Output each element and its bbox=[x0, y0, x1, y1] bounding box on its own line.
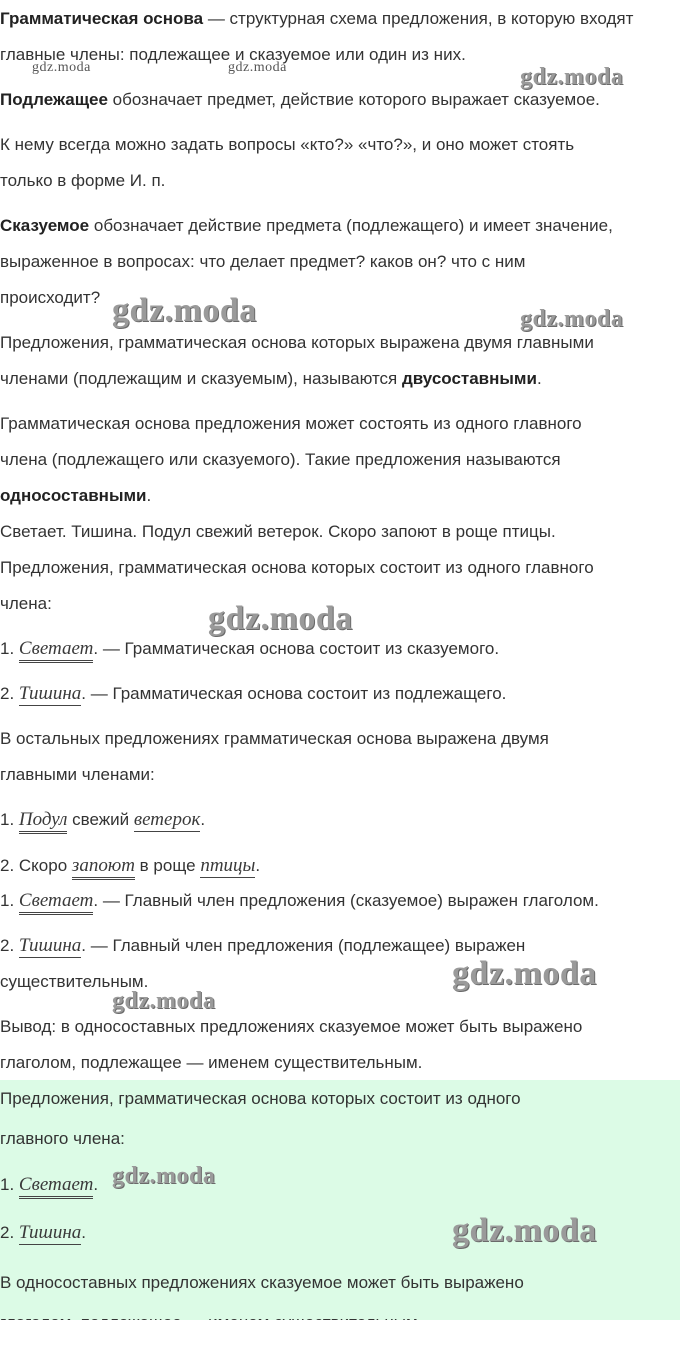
example-sentences: Светает. Тишина. Подул свежий ветерок. Скоро запоют в роще птицы. bbox=[0, 522, 556, 541]
term-subject: Подлежащее bbox=[0, 90, 108, 109]
conclusion: Вывод: в односоставных предложениях сказуемое может быть выражено bbox=[0, 1017, 583, 1036]
watermark: gdz.moda bbox=[452, 1212, 597, 1249]
summary-text: Предложения, грамматическая основа которых состоит из одного bbox=[0, 1089, 521, 1108]
text: . — Грамматическая основа состоит из подлежащего. bbox=[81, 684, 507, 703]
text: членами (подлежащим и сказуемым), называются bbox=[0, 369, 402, 388]
list-number: 1. bbox=[0, 891, 19, 910]
predicate-word: Подул bbox=[19, 809, 68, 834]
predicate-word: запоют bbox=[72, 855, 135, 880]
text: . bbox=[200, 810, 206, 829]
watermark: gdz.moda bbox=[112, 292, 257, 329]
text-line: выраженное в вопросах: что делает предмет? каков он? что с ним bbox=[0, 252, 526, 271]
list-number: 1. bbox=[0, 1175, 19, 1194]
predicate-word: Светает bbox=[19, 890, 93, 915]
list-item bbox=[0, 856, 260, 876]
subject-word: Тишина bbox=[18, 1222, 82, 1243]
predicate-word: Светает bbox=[19, 638, 93, 663]
watermark: gdz.moda bbox=[520, 306, 624, 332]
text: обозначает действие предмета (подлежащего) и имеет значение, bbox=[89, 216, 613, 235]
text: . — Грамматическая основа состоит из сказуемого. bbox=[93, 639, 500, 658]
list-item bbox=[0, 810, 205, 830]
text: в роще bbox=[134, 856, 201, 875]
summary-list-item bbox=[0, 1175, 98, 1195]
text: обозначает предмет, действие которого выражает сказуемое. bbox=[107, 90, 600, 109]
watermark: gdz.moda bbox=[520, 64, 624, 90]
text: . bbox=[536, 369, 542, 388]
text-line bbox=[0, 486, 151, 506]
list-item bbox=[0, 891, 599, 911]
summary-list-item bbox=[0, 1223, 86, 1243]
text-line: только в форме И. п. bbox=[0, 171, 166, 190]
definition-predicate bbox=[0, 216, 613, 236]
text: . bbox=[93, 1175, 99, 1194]
text-line: члена: bbox=[0, 594, 52, 613]
term-one-part: односоставными bbox=[0, 486, 147, 505]
text-line: существительным. bbox=[0, 972, 149, 991]
text: — структурная схема предложения, в которую входят bbox=[203, 9, 634, 28]
text-line bbox=[0, 369, 542, 389]
text-line: Предложения, грамматическая основа которых состоит из одного главного bbox=[0, 558, 594, 577]
term-two-part: двусоставными bbox=[401, 369, 537, 388]
definition-subject bbox=[0, 90, 600, 110]
subject-word: птицы bbox=[200, 855, 256, 876]
watermark: gdz.moda bbox=[208, 600, 353, 637]
summary-text: В односоставных предложениях сказуемое может быть выражено bbox=[0, 1273, 524, 1292]
watermark: gdz.moda bbox=[452, 955, 597, 992]
list-number: 1. bbox=[0, 810, 19, 829]
text-line: главными членами: bbox=[0, 765, 155, 784]
summary-text: главного члена: bbox=[0, 1129, 125, 1148]
list-number: 2. bbox=[0, 1223, 19, 1242]
list-number: 2. Скоро bbox=[0, 856, 72, 875]
list-number: 2. bbox=[0, 684, 19, 703]
text-line: члена (подлежащего или сказуемого). Такие предложения называются bbox=[0, 450, 561, 469]
list-item bbox=[0, 639, 499, 659]
list-item bbox=[0, 936, 525, 956]
subject-word: ветерок bbox=[133, 809, 201, 830]
text-line: В остальных предложениях грамматическая основа выражена двумя bbox=[0, 729, 549, 748]
page-cutoff bbox=[0, 1320, 680, 1356]
text-line: Предложения, грамматическая основа которых выражена двумя главными bbox=[0, 333, 594, 352]
term-predicate: Сказуемое bbox=[0, 216, 90, 235]
text: . bbox=[255, 856, 261, 875]
text-line: главные члены: подлежащее и сказуемое или один из них. bbox=[0, 45, 466, 64]
list-number: 2. bbox=[0, 936, 19, 955]
predicate-word: Светает bbox=[19, 1174, 93, 1199]
term-grammatical-basis: Грамматическая основа bbox=[0, 9, 204, 28]
list-item bbox=[0, 684, 506, 704]
text: свежий bbox=[67, 810, 134, 829]
text-line: К нему всегда можно задать вопросы «кто?» «что?», и оно может стоять bbox=[0, 135, 575, 154]
subject-word: Тишина bbox=[18, 683, 82, 704]
definition-grammatical-basis bbox=[0, 9, 633, 29]
watermark: gdz.moda bbox=[112, 1163, 216, 1189]
watermark: gdz.moda bbox=[228, 60, 287, 75]
watermark: gdz.moda bbox=[32, 60, 91, 75]
text: . — Главный член предложения (подлежащее) выражен bbox=[81, 936, 526, 955]
watermark: gdz.moda bbox=[112, 988, 216, 1014]
text: . bbox=[81, 1223, 87, 1242]
text: . — Главный член предложения (сказуемое) выражен глаголом. bbox=[93, 891, 599, 910]
subject-word: Тишина bbox=[18, 935, 82, 956]
text: . bbox=[146, 486, 152, 505]
text-line: Грамматическая основа предложения может состоять из одного главного bbox=[0, 414, 582, 433]
text-line: происходит? bbox=[0, 288, 101, 307]
list-number: 1. bbox=[0, 639, 19, 658]
text-line: глаголом, подлежащее — именем существительным. bbox=[0, 1053, 423, 1072]
